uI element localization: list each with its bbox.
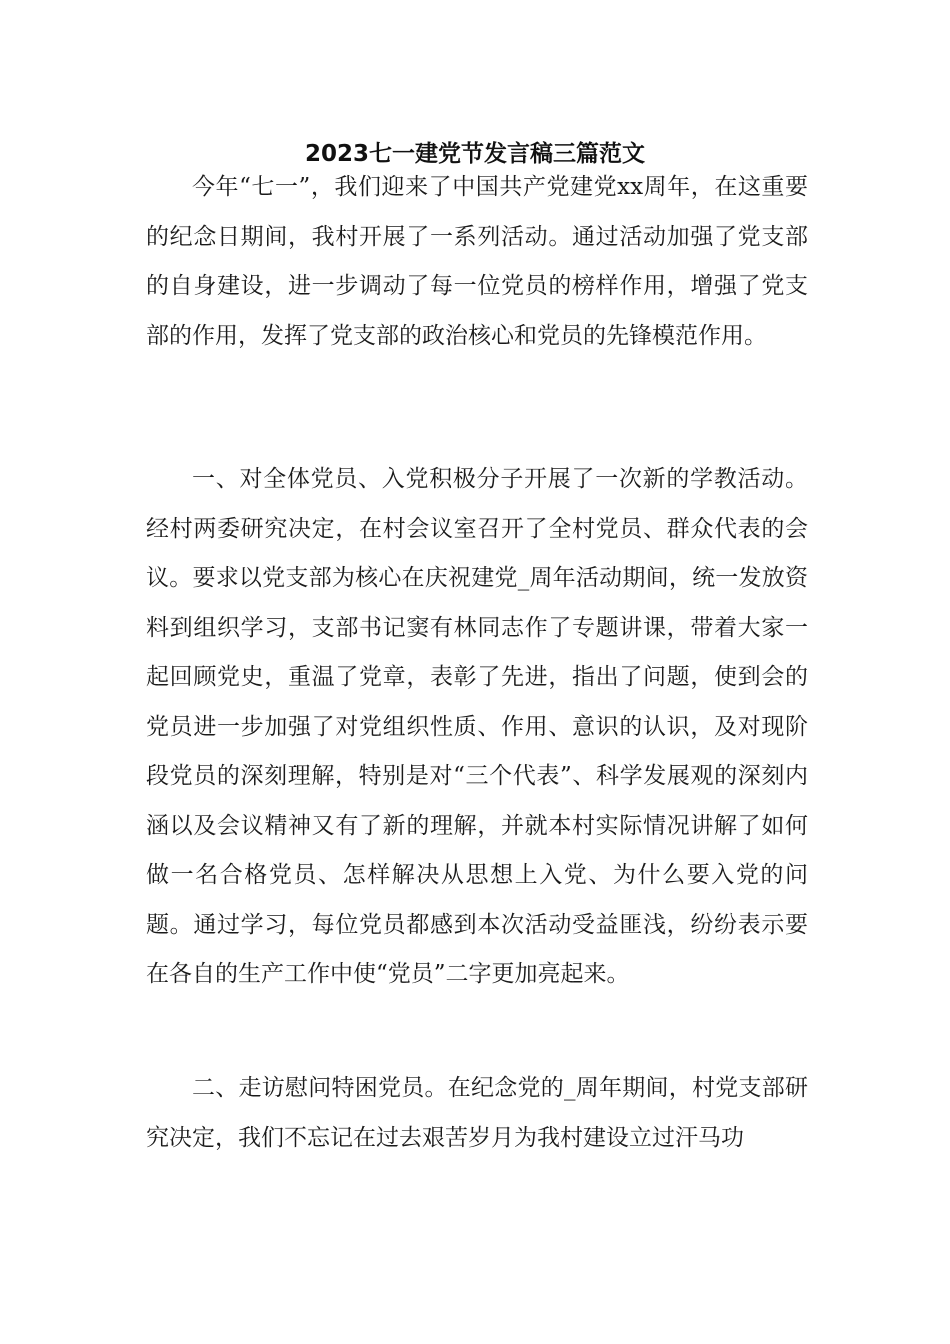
paragraph-section-one: 一、对全体党员、入党积极分子开展了一次新的学教活动。经村两委研究决定，在村会议室召开了全村党员、群众代表的会议。要求以党支部为核心在庆祝建党_周年活动期间，统一发放资料到组织学习，支部书记窦有林同志作了专题讲课，带着大家一起回顾党史，重温了党章，表彰了先进，指出了问题，使到会的党员进一步加强了对党组织性质、作用、意识的认识，及对现阶段党员的深刻理解，特别是对“三个代表”、科学发展观的深刻内涵以及会议精神又有了新的理解，并就本村实际情况讲解了如何做一名合格党员、怎样解决从思想上入党、为什么要入党的问题。通过学习，每位党员都感到本次活动受益匪浅，纷纷表示要在各自的生产工作中使“党员”二字更加亮起来。: [146, 466, 808, 987]
paragraph-intro: 今年“七一”，我们迎来了中国共产党建党xx周年，在这重要的纪念日期间，我村开展了一系列活动。通过活动加强了党支部的自身建设，进一步调动了每一位党员的榜样作用，增强了党支部的作用，发挥了党支部的政治核心和党员的先锋模范作用。: [146, 174, 808, 349]
document-title: 2023七一建党节发言稿三篇范文: [304, 141, 645, 167]
paragraph-section-two: 二、走访慰问特困党员。在纪念党的_周年期间，村党支部研究决定，我们不忘记在过去艰苦岁月为我村建设立过汗马功: [146, 1075, 808, 1151]
